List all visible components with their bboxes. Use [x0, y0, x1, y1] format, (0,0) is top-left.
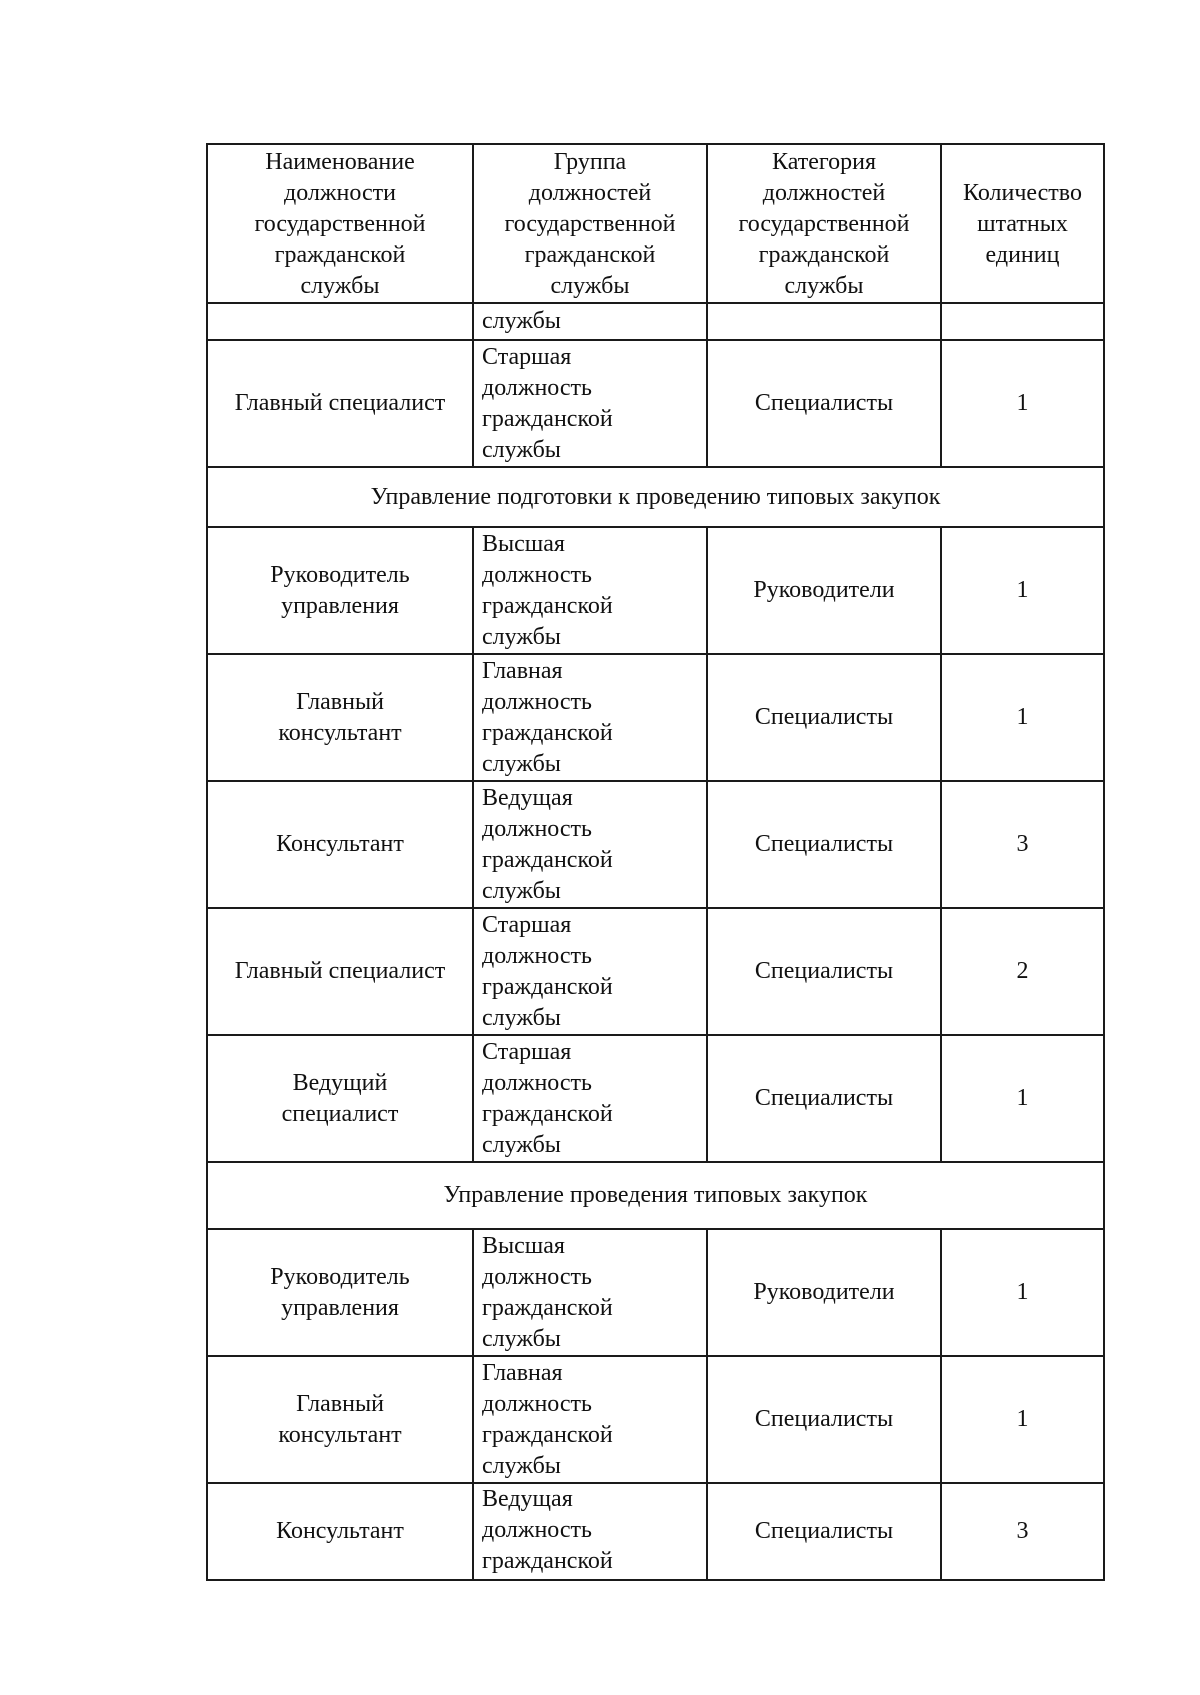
header-text-line: Количество: [963, 180, 1082, 206]
group-text-line: гражданской: [482, 1548, 613, 1574]
position-name-cell: [207, 527, 473, 654]
position-name: Консультант: [276, 831, 404, 857]
staff-count-cell: 2: [941, 908, 1104, 1035]
table-row: [207, 340, 1104, 467]
staff-positions-table: [206, 143, 1105, 1581]
header-text-line: Категория: [772, 149, 876, 175]
position-group-cell: [473, 340, 707, 467]
group-text-line: гражданской: [482, 1294, 613, 1321]
staff-count-cell: 3: [941, 1483, 1104, 1580]
header-text-line: должности: [284, 180, 396, 206]
group-text-line: должность: [482, 561, 592, 588]
group-text-line: гражданской: [482, 592, 613, 619]
group-text-line: службы: [482, 877, 561, 904]
position-name: консультант: [278, 719, 402, 746]
position-group-cell: [473, 527, 707, 654]
staff-count-cell: 1: [941, 340, 1104, 467]
table-row: [207, 654, 1104, 781]
header-text-line: Группа: [553, 149, 627, 175]
position-category-cell: Специалисты: [707, 654, 941, 781]
position-name: Консультант: [276, 1518, 404, 1544]
group-text-line: службы: [482, 1131, 561, 1158]
table-row: [207, 1229, 1104, 1356]
table-header-row: [207, 144, 1104, 303]
position-name-cell: [207, 1356, 473, 1483]
section-title: Управление подготовки к проведению типовых закупок: [207, 467, 1104, 527]
position-category-cell: Специалисты: [707, 1035, 941, 1162]
group-text-line: Высшая: [482, 1232, 565, 1259]
group-text-line: должность: [482, 374, 592, 401]
table-row: [207, 781, 1104, 908]
table-row: [207, 1483, 1104, 1580]
group-text-line: Высшая: [482, 530, 565, 557]
position-name: управления: [281, 592, 399, 619]
group-text-line: службы: [482, 1452, 561, 1479]
continuation-name-cell: [207, 303, 473, 340]
staff-count-cell: 3: [941, 781, 1104, 908]
group-text-line: должность: [482, 942, 592, 969]
position-name: Главный специалист: [234, 390, 446, 416]
header-text-line: гражданской: [274, 242, 406, 268]
group-text-line: гражданской: [482, 1100, 613, 1127]
position-group-cell: [473, 1483, 707, 1580]
header-text-line: должностей: [762, 180, 886, 206]
position-category-cell: Специалисты: [707, 1483, 941, 1580]
position-name-cell: [207, 654, 473, 781]
header-text-line: должностей: [528, 180, 652, 206]
position-category-cell: Специалисты: [707, 340, 941, 467]
position-group-cell: [473, 1229, 707, 1356]
position-name-cell: [207, 340, 473, 467]
group-text-line: Ведущая: [482, 1486, 573, 1512]
header-position-category: [707, 144, 941, 303]
header-text-line: гражданской: [524, 242, 656, 268]
group-text-line: службы: [482, 1004, 561, 1031]
header-text-line: единиц: [985, 242, 1060, 268]
header-position-name: [207, 144, 473, 303]
staff-count-cell: 1: [941, 1229, 1104, 1356]
group-text-line: должность: [482, 1069, 592, 1096]
continuation-row: [207, 303, 1104, 340]
continuation-group-cell: службы: [473, 303, 707, 340]
header-text-line: службы: [784, 273, 864, 299]
staff-count-cell: 1: [941, 654, 1104, 781]
position-group-cell: [473, 781, 707, 908]
header-text-line: государственной: [504, 211, 676, 237]
staff-count-cell: 1: [941, 1356, 1104, 1483]
header-text-line: государственной: [254, 211, 426, 237]
header-text-line: гражданской: [758, 242, 890, 268]
group-text-line: службы: [482, 750, 561, 777]
header-text-line: Наименование: [265, 149, 415, 175]
position-category-cell: Руководители: [707, 527, 941, 654]
position-name: Главный: [296, 688, 384, 715]
group-text-line: гражданской: [482, 405, 613, 432]
group-text-line: Старшая: [482, 343, 572, 370]
position-category-cell: Специалисты: [707, 908, 941, 1035]
section-header-row: [207, 1162, 1104, 1229]
header-text-line: службы: [550, 273, 630, 299]
group-text-line: Ведущая: [482, 784, 573, 811]
position-name-cell: [207, 781, 473, 908]
position-group-cell: [473, 654, 707, 781]
position-name-cell: [207, 1483, 473, 1580]
position-name: Главный: [296, 1390, 384, 1417]
table-row: [207, 527, 1104, 654]
position-name-cell: [207, 908, 473, 1035]
position-name: Руководитель: [270, 1263, 410, 1290]
position-group-cell: [473, 908, 707, 1035]
position-name: управления: [281, 1294, 399, 1321]
position-category-cell: Специалисты: [707, 781, 941, 908]
position-category-cell: Специалисты: [707, 1356, 941, 1483]
staff-count-cell: 1: [941, 527, 1104, 654]
group-text-line: гражданской: [482, 973, 613, 1000]
group-text-line: Главная: [482, 1359, 563, 1386]
header-text-line: службы: [300, 273, 380, 299]
group-text-line: Старшая: [482, 911, 572, 938]
position-name-cell: [207, 1035, 473, 1162]
group-text-line: должность: [482, 1263, 592, 1290]
continuation-count-cell: [941, 303, 1104, 340]
table-row: [207, 908, 1104, 1035]
position-category-cell: Руководители: [707, 1229, 941, 1356]
table-row: [207, 1035, 1104, 1162]
group-text-line: службы: [482, 1325, 561, 1352]
section-header-row: [207, 467, 1104, 527]
group-text-line: гражданской: [482, 1421, 613, 1448]
group-text-line: Главная: [482, 657, 563, 684]
section-title: Управление проведения типовых закупок: [207, 1162, 1104, 1229]
group-text-line: должность: [482, 1517, 592, 1543]
continuation-category-cell: [707, 303, 941, 340]
group-text-line: гражданской: [482, 846, 613, 873]
position-name: специалист: [281, 1100, 399, 1127]
position-group-cell: [473, 1356, 707, 1483]
group-text-line: должность: [482, 815, 592, 842]
position-group-cell: [473, 1035, 707, 1162]
staff-count-cell: 1: [941, 1035, 1104, 1162]
header-text-line: штатных: [977, 211, 1068, 237]
table-row: [207, 1356, 1104, 1483]
position-name: Руководитель: [270, 561, 410, 588]
header-position-group: [473, 144, 707, 303]
group-text-line: Старшая: [482, 1038, 572, 1065]
position-name-cell: [207, 1229, 473, 1356]
header-text-line: государственной: [738, 211, 910, 237]
header-staff-count: [941, 144, 1104, 303]
group-text-line: службы: [482, 623, 561, 650]
group-text-line: гражданской: [482, 719, 613, 746]
group-text-line: службы: [482, 436, 561, 463]
group-text-line: должность: [482, 688, 592, 715]
position-name: Главный специалист: [234, 958, 446, 984]
position-name: консультант: [278, 1421, 402, 1448]
position-name: Ведущий: [292, 1069, 388, 1096]
group-text-line: должность: [482, 1390, 592, 1417]
